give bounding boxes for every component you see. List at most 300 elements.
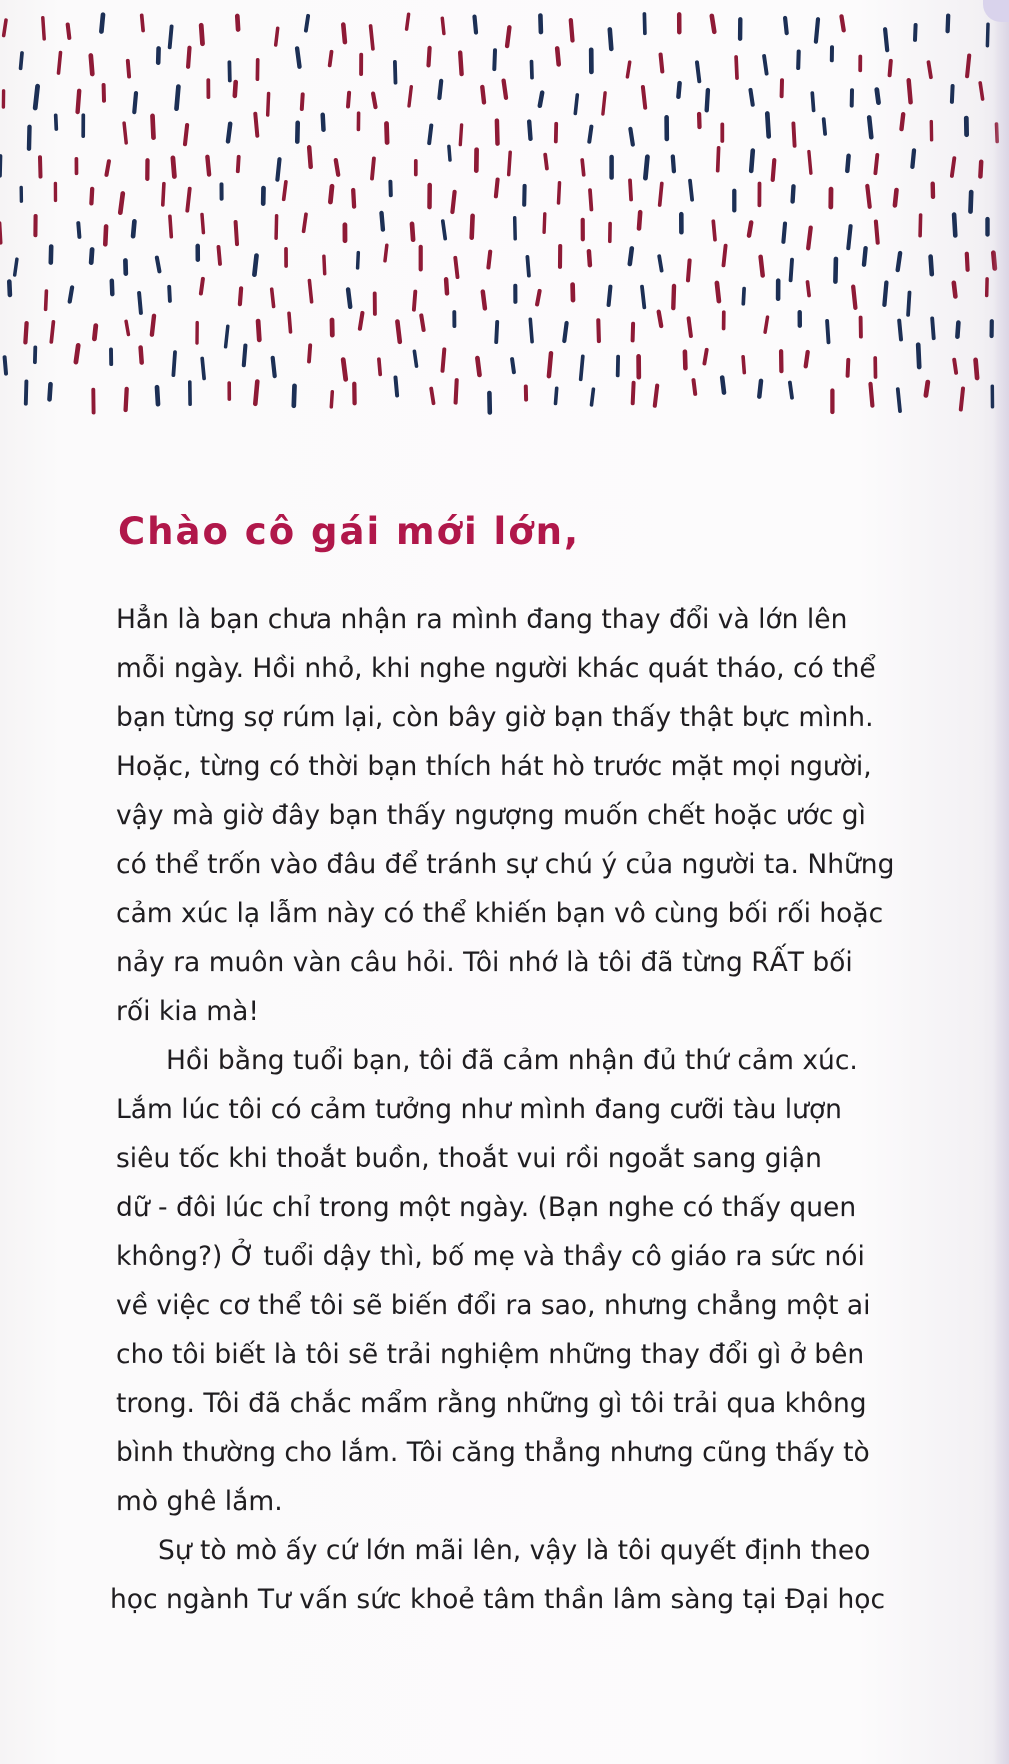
dash-mark [627,62,629,77]
dash-mark [348,93,349,107]
dash-mark [895,190,897,205]
dash-mark [864,248,866,265]
dash-mark [446,279,447,293]
dash-mark [987,24,988,45]
dash-mark [529,122,530,139]
dash-mark [482,87,484,102]
dash-mark [309,345,310,361]
dash-mark [793,123,794,145]
dash-mark [202,215,203,233]
text-line: mỗi ngày. Hồi nhỏ, khi nghe người khác quát tháo, có thể [116,653,876,684]
dash-mark [254,256,256,275]
dash-mark [842,16,844,30]
dash-mark [512,359,514,372]
dash-mark [926,382,928,395]
dash-mark [571,20,573,40]
dash-mark [133,221,134,236]
dash-mark [545,155,547,169]
dash-mark [173,352,175,375]
dash-mark [835,259,836,282]
dash-mark [544,214,545,233]
dash-mark [751,90,753,105]
dash-mark [26,381,27,403]
dash-mark [759,381,761,397]
dash-mark [105,226,106,244]
dash-mark [898,389,900,411]
dash-mark [645,157,647,178]
dash-mark [128,61,129,77]
dash-mark [793,186,794,201]
dash-mark [396,378,398,396]
dash-mark [187,189,189,211]
dash-mark [639,212,640,228]
dash-mark [767,114,768,137]
dash-mark [360,313,363,329]
dash-mark [397,322,399,342]
dash-mark [704,350,706,364]
dash-mark [869,117,871,137]
dash-mark [952,158,954,176]
dash-mark [791,260,792,281]
dash-mark [532,62,533,78]
dash-mark [644,14,645,33]
dash-mark [120,194,123,213]
dash-mark [304,214,306,231]
dash-mark [169,287,170,301]
dash-mark [496,180,498,197]
dash-mark [91,56,93,75]
dash-mark [980,83,982,99]
dash-mark [806,352,808,366]
dash-mark [207,157,209,175]
dash-mark [633,324,634,341]
dash-mark [460,53,461,75]
dash-mark [876,222,878,243]
dash-mark [575,95,577,114]
dash-mark [507,27,509,46]
dash-mark [890,61,891,75]
dash-mark [540,93,542,106]
dash-mark [29,127,30,149]
dash-mark [385,245,387,260]
dash-mark [488,252,490,268]
dash-mark [323,115,324,130]
dash-mark [59,53,61,74]
dash-mark [414,351,416,366]
dash-mark [540,16,541,33]
text-line: bạn từng sợ rúm lại, còn bây giờ bạn thấy thật bực mình. [116,702,874,733]
dash-mark [395,62,396,83]
dash-mark [809,152,811,174]
dash-mark [707,90,708,110]
dash-mark [824,119,825,134]
dash-mark [678,83,679,97]
dash-mark [46,291,47,309]
dash-mark [157,387,158,404]
dash-mark [439,81,441,98]
dash-mark [527,257,529,276]
dash-mark [188,48,189,67]
text-line: bình thường cho lắm. Tôi căng thẳng nhưng cũng thấy tò [116,1437,870,1468]
dash-mark [330,186,332,202]
dash-mark [387,124,388,143]
dash-mark [929,62,931,77]
dash-mark [902,114,904,129]
dash-mark [722,378,724,393]
dash-mark [673,157,674,172]
dash-mark [258,321,259,340]
dash-mark [630,248,632,264]
dash-mark [931,257,932,275]
dash-mark [673,286,674,308]
dash-mark [343,25,345,42]
dash-mark [68,25,70,38]
dash-mark [630,180,631,199]
dash-mark [633,383,634,404]
text-line: dữ - đôi lúc chỉ trong một ngày. (Bạn nghe có thấy quen [116,1192,857,1223]
dash-mark [163,184,164,205]
dash-mark [15,259,17,275]
dash-mark [598,320,599,341]
dash-mark [659,312,662,326]
dash-mark [808,228,811,249]
dash-mark [379,359,380,374]
dash-mark [827,321,828,342]
dash-mark [609,287,611,305]
dash-mark [43,18,44,39]
dash-mark [25,323,26,342]
dash-mark [718,148,719,171]
dash-mark [157,258,160,272]
text-line: Hoặc, từng có thời bạn thích hát hò trước mặt mọi người, [116,751,872,782]
dash-mark [736,57,737,78]
dash-mark [749,223,751,236]
dash-mark [255,114,257,136]
text-line: cảm xúc lạ lẫm này có thể khiến bạn vô cùng bối rối hoặc [116,898,884,929]
dash-mark [847,156,848,171]
dash-mark [142,15,143,30]
dash-mark [557,48,559,64]
dash-mark [643,87,645,108]
dash-mark [226,326,228,347]
dash-mark [56,115,57,129]
dash-mark [50,384,51,399]
dash-mark [51,322,53,342]
dash-mark [277,159,279,180]
dash-mark [268,94,269,116]
dash-mark [272,289,274,306]
dash-mark [875,155,877,173]
dash-mark [4,20,6,35]
dash-mark [452,192,454,212]
dash-mark [961,389,963,410]
dash-pattern-decoration [0,0,1009,450]
dash-mark [589,251,590,265]
dash-mark [126,389,127,410]
dash-mark [967,254,968,270]
dash-mark [494,50,495,69]
text-line: về việc cơ thể tôi sẽ biến đổi ra sao, nhưng chẳng một ai [116,1290,871,1321]
dash-mark [785,18,787,33]
dash-mark [353,190,354,207]
dash-mark [284,182,286,200]
dash-mark [808,282,810,296]
dash-mark [414,292,415,310]
dash-mark [152,316,154,335]
dash-mark [407,14,409,29]
dash-mark [556,388,557,403]
dash-mark [297,48,299,66]
text-line: học ngành Tư vấn sức khoẻ tâm thần lâm sàng tại Đại học [110,1584,886,1615]
dash-mark [443,221,445,239]
dash-mark [783,224,785,242]
text-line: cho tôi biết là tôi sẽ trải nghiệm những thay đổi gì ở bên [116,1339,865,1370]
dash-mark [483,292,485,309]
dash-mark [244,346,246,366]
dash-mark [449,146,450,160]
dash-mark [976,360,978,378]
dash-mark [70,287,72,301]
dash-mark [112,281,113,294]
dash-mark [409,87,411,106]
dash-mark [101,15,103,32]
dash-mark [559,183,560,203]
dash-mark [659,256,661,270]
dash-mark [932,319,934,339]
dash-mark [294,386,295,406]
text-line: nảy ra muôn vàn câu hỏi. Tôi nhớ là tôi đã từng RẤT bối [116,947,853,978]
dash-mark [853,287,855,308]
dash-mark [581,356,583,379]
dash-mark [694,380,696,394]
dash-mark [153,116,154,138]
dash-mark [908,293,909,315]
dash-mark [228,124,230,142]
dash-mark [40,157,41,176]
dash-mark [812,93,813,110]
dash-mark [373,94,375,108]
dash-mark [170,216,171,236]
dash-mark [717,283,719,301]
dash-mark [909,80,911,102]
dash-mark [429,126,431,144]
dash-mark [537,291,540,304]
dash-mark [848,360,849,376]
dash-mark [5,357,6,373]
dash-mark [952,86,953,102]
dash-mark [236,222,237,244]
dash-mark [309,281,311,302]
dash-mark [371,26,373,49]
dash-mark [549,353,551,376]
dash-mark [871,384,873,406]
dash-mark [185,125,187,144]
dash-mark [289,313,291,332]
dash-mark [971,192,972,211]
dash-mark [918,345,919,367]
dash-mark [920,215,921,236]
dash-mark [884,283,886,305]
dash-mark [35,86,37,108]
dash-mark [610,29,612,49]
dash-mark [124,123,126,143]
dash-mark [497,121,498,144]
dash-mark [590,190,591,209]
dash-mark [219,247,221,264]
dash-mark [201,279,203,294]
dash-mark [655,386,657,406]
dash-mark [743,357,744,373]
dash-mark [235,82,236,96]
dash-mark [126,321,128,334]
dash-mark [276,216,277,239]
text-line: mò ghê lắm. [116,1486,283,1517]
dash-mark [509,152,511,174]
dash-mark [429,48,430,66]
dash-mark [773,160,775,180]
dash-mark [94,326,95,339]
dash-mark [954,360,956,373]
dash-mark [496,322,497,342]
dash-mark [202,359,204,379]
text-line: Hồi bằng tuổi bạn, tôi đã cảm nhận đủ thứ cảm xúc. [166,1045,858,1076]
dash-mark [0,223,1,242]
dash-mark [592,389,594,405]
text-line: Sự tò mò ấy cứ lớn mãi lên, vậy là tôi quyết định theo [158,1535,871,1566]
dash-mark [957,323,958,337]
page-spine-shadow [993,0,1009,1764]
dash-mark [589,127,591,142]
dash-mark [967,56,969,77]
dash-mark [460,125,461,145]
dash-mark [78,223,79,237]
dash-mark [954,283,956,297]
dash-mark [372,159,374,179]
dash-mark [173,158,175,177]
dash-mark [139,293,141,313]
dash-mark [697,62,699,81]
dash-mark [309,147,311,167]
dash-mark [9,282,10,295]
dash-mark [898,253,900,270]
dash-mark [688,260,690,280]
dash-mark [141,348,142,363]
dash-mark [582,160,584,175]
text-line: rối kia mà! [116,996,259,1027]
dash-mark [21,53,22,68]
dash-mark [134,93,136,112]
dash-mark [273,358,275,376]
dash-mark [443,349,445,370]
dash-mark [477,358,479,375]
dash-mark [358,253,359,268]
dash-mark [330,52,332,66]
dash-mark [761,257,763,276]
dash-mark [899,321,901,340]
dash-mark [515,218,516,239]
dash-mark [980,162,981,177]
dash-mark [455,258,457,277]
dash-mark [661,55,663,72]
dash-mark [238,157,239,171]
dash-mark [382,213,383,230]
dash-mark [912,150,914,167]
dash-mark [472,216,473,238]
dash-mark [431,389,433,404]
dash-mark [713,221,715,240]
dash-mark [91,189,92,204]
dash-mark [642,287,644,308]
dash-mark [475,17,477,33]
dash-mark [348,290,350,307]
dash-mark [240,288,241,304]
dash-mark [76,345,78,362]
dash-mark [751,151,753,171]
dash-mark [201,25,202,43]
dash-mark [530,319,532,341]
text-line: Lắm lúc tôi có cảm tưởng như mình đang cưỡi tàu lượn [116,1094,842,1125]
dash-mark [421,316,423,330]
dash-mark [660,184,662,206]
dash-mark [685,352,686,369]
dash-mark [276,28,278,45]
dash-mark [790,383,792,398]
text-line: trong. Tôi đã chắc mẩm rằng những gì tôi trải qua không [116,1388,867,1419]
text-line: không?) Ở tuổi dậy thì, bố mẹ và thầy cô giáo ra sức nói [116,1241,865,1272]
dash-mark [78,91,80,112]
dash-mark [848,226,850,248]
dash-mark [237,16,238,30]
dash-mark [302,94,303,109]
dash-mark [724,246,726,266]
dash-mark [765,317,767,332]
dash-mark [885,29,887,50]
dash-mark [867,186,869,207]
dash-mark [877,90,879,103]
text-line: vậy mà giờ đây bạn thấy ngượng muốn chết hoặc ước gì [116,800,866,831]
dash-mark [764,56,767,74]
dash-mark [177,87,179,109]
dash-mark [331,392,332,407]
dash-mark [456,380,457,402]
dash-mark [442,18,444,33]
dash-mark [412,224,413,240]
dash-mark [630,129,632,145]
text-line: có thể trốn vào đâu để tránh sự chú ý của người ta. Những [116,849,895,880]
dash-mark [954,215,955,236]
dash-mark [712,16,715,32]
dash-mark [564,323,566,341]
dash-mark [255,382,257,404]
dash-mark [690,181,692,200]
dash-mark [948,16,949,32]
text-line: Hẳn là bạn chưa nhận ra mình đang thay đổi và lớn lên [116,604,848,635]
dash-mark [743,289,744,304]
dash-mark [324,256,325,273]
dash-mark [504,81,506,98]
page-heading: Chào cô gái mới lớn, [118,510,581,553]
text-line: siêu tốc khi thoắt buồn, thoắt vui rồi ngoắt sang giận [116,1143,822,1174]
dash-mark [798,52,799,68]
dash-mark [306,16,308,31]
dash-mark [336,160,338,175]
dash-mark [915,25,916,40]
dash-mark [343,360,346,380]
dash-mark [689,318,691,336]
dash-mark [603,93,605,114]
dash-mark [91,250,92,263]
dash-mark [107,161,109,175]
